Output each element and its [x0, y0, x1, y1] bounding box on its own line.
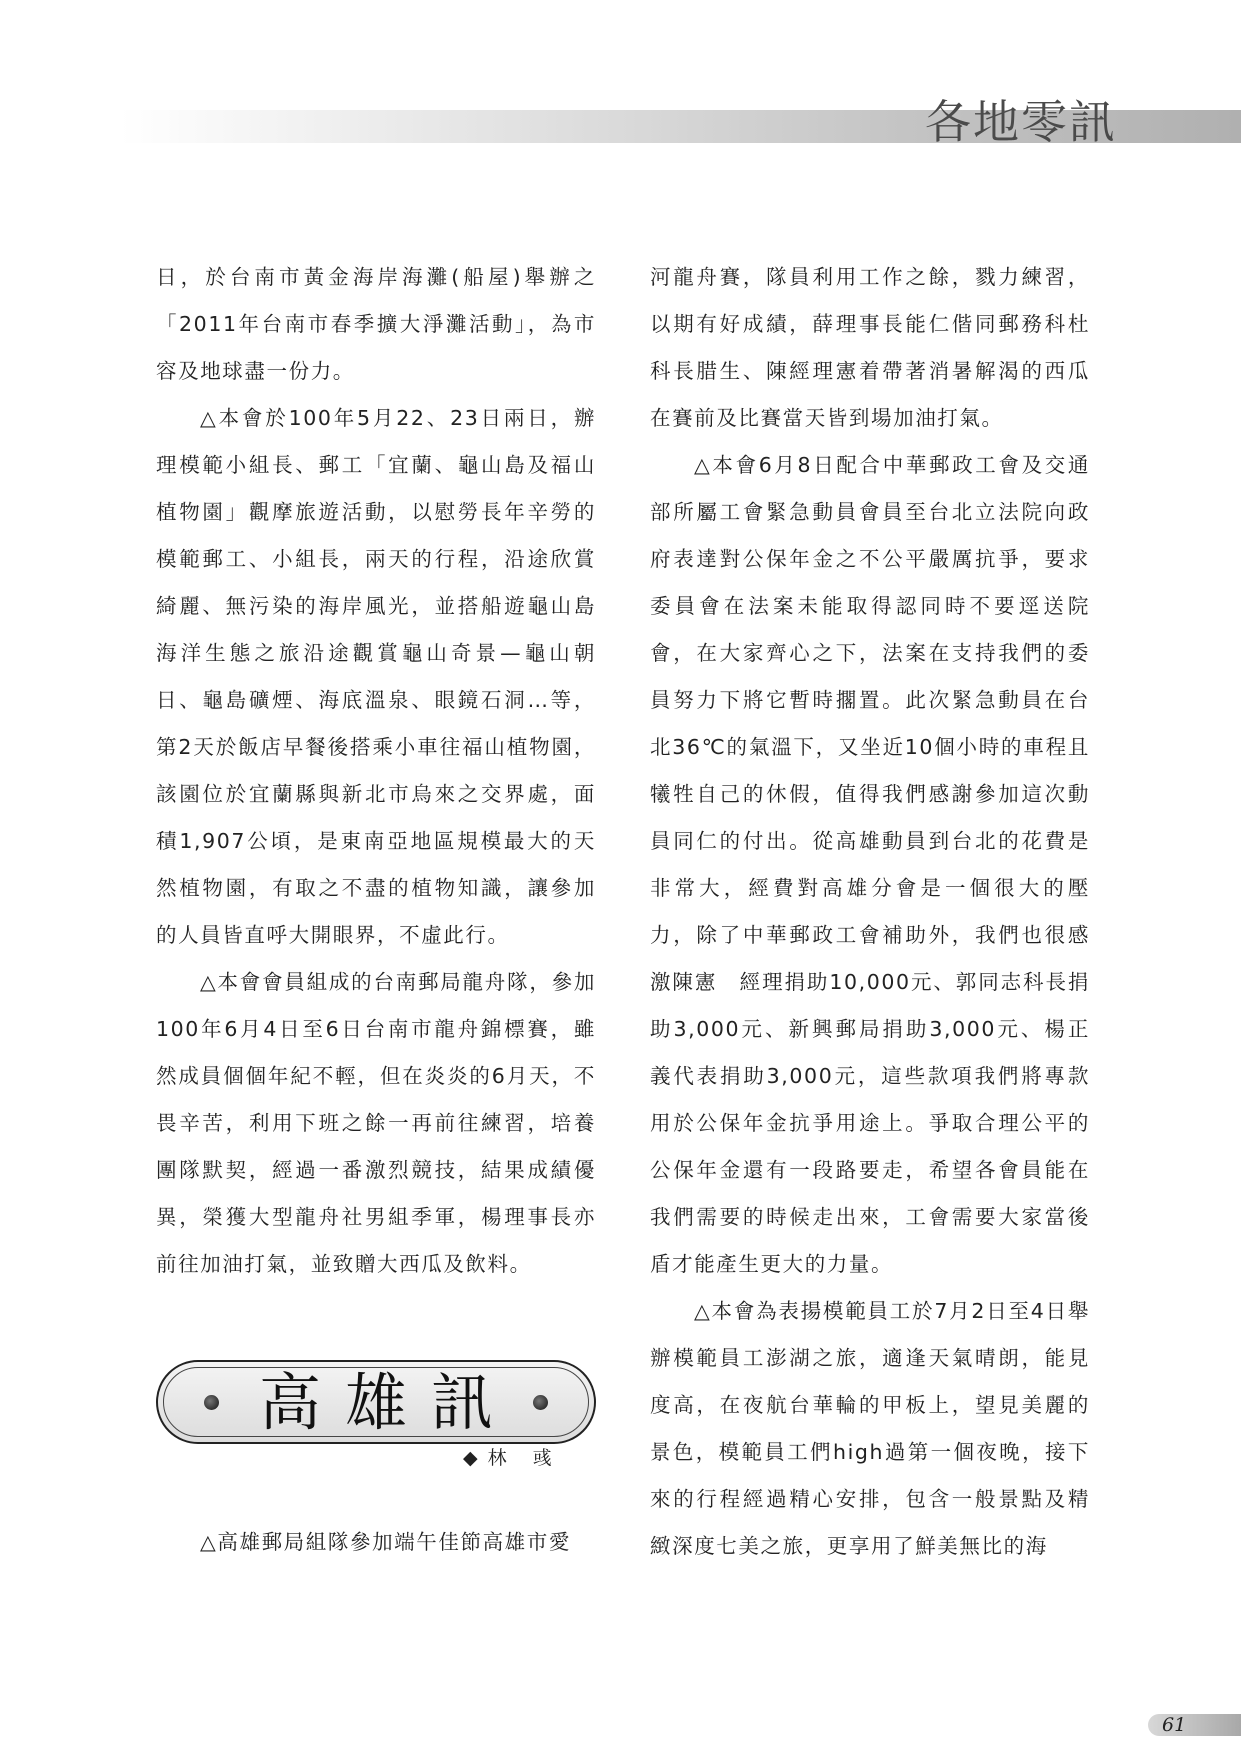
left-paragraph-3: △本會會員組成的台南郵局龍舟隊，參加100年6月4日至6日台南市龍舟錦標賽，雖然成員個個年紀不輕，但在炎炎的6月天，不畏辛苦，利用下班之餘一再前往練習，培養團隊默契，經過一番激烈競技，結果成績優異，榮獲大型龍舟社男組季軍，楊理事長亦前往加油打氣，並致贈大西瓜及飲料。	[156, 970, 596, 1276]
right-column	[650, 254, 1090, 1570]
left-paragraph-1: 日，於台南市黃金海岸海灘(船屋)舉辦之「2011年台南市春季擴大淨灘活動」，為市容及地球盡一份力。	[156, 265, 596, 383]
left-paragraph-4: △高雄郵局組隊參加端午佳節高雄市愛	[200, 1530, 571, 1554]
kaohsiung-section-banner	[156, 1360, 596, 1444]
right-paragraph-2: △本會6月8日配合中華郵政工會及交通部所屬工會緊急動員會員至台北立法院向政府表達對公保年金之不公平嚴厲抗爭，要求委員會在法案未能取得認同時不要逕送院會，在大家齊心之下，法案在支持我們的委員努力下將它暫時擱置。此次緊急動員在台北36℃的氣溫下，又坐近10個小時的車程且犧牲自己的休假，值得我們感謝參加這次動員同仁的付出。從高雄動員到台北的花費是非常大，經費對高雄分會是一個很大的壓力，除了中華郵政工會補助外，我們也很感激陳憲 經理捐助10,000元、郭同志科長捐助3,000元、新興郵局捐助3,000元、楊正義代表捐助3,000元，這些款項我們將專款用於公保年金抗爭用途上。爭取合理公平的公保年金還有一段路要走，希望各會員能在我們需要的時候走出來，工會需要大家當後盾才能產生更大的力量。	[650, 453, 1090, 1276]
author-byline: ◆林 彧	[463, 1447, 562, 1469]
left-paragraph-2: △本會於100年5月22、23日兩日，辦理模範小組長、郵工「宜蘭、龜山島及福山植物園」觀摩旅遊活動，以慰勞長年辛勞的模範郵工、小組長，兩天的行程，沿途欣賞綺麗、無污染的海岸風光，並搭船遊龜山島海洋生態之旅沿途觀賞龜山奇景—龜山朝日、龜島礦煙、海底溫泉、眼鏡石洞…等，第2天於飯店早餐後搭乘小車往福山植物園，該園位於宜蘭縣與新北市烏來之交界處，面積1,907公頃，是東南亞地區規模最大的天然植物園，有取之不盡的植物知識，讓參加的人員皆直呼大開眼界，不虛此行。	[156, 406, 596, 947]
right-paragraph-1: 河龍舟賽，隊員利用工作之餘，戮力練習，以期有好成績，薛理事長能仁偕同郵務科杜科長腊生、陳經理憲着帶著消暑解渴的西瓜在賽前及比賽當天皆到場加油打氣。	[650, 265, 1090, 430]
right-paragraph-3: △本會為表揚模範員工於7月2日至4日舉辦模範員工澎湖之旅，適逢天氣晴朗，能見度高，在夜航台華輪的甲板上，望見美麗的景色，模範員工們high過第一個夜晚，接下來的行程經過精心安排，包含一般景點及精緻深度七美之旅，更享用了鮮美無比的海	[650, 1299, 1090, 1558]
left-column	[156, 254, 596, 1566]
banner-right-dot-icon	[533, 1395, 548, 1410]
banner-title: 高雄訊	[258, 1366, 517, 1439]
page-number: 61	[1162, 1714, 1187, 1736]
section-title: 各地零訊	[925, 95, 1117, 149]
